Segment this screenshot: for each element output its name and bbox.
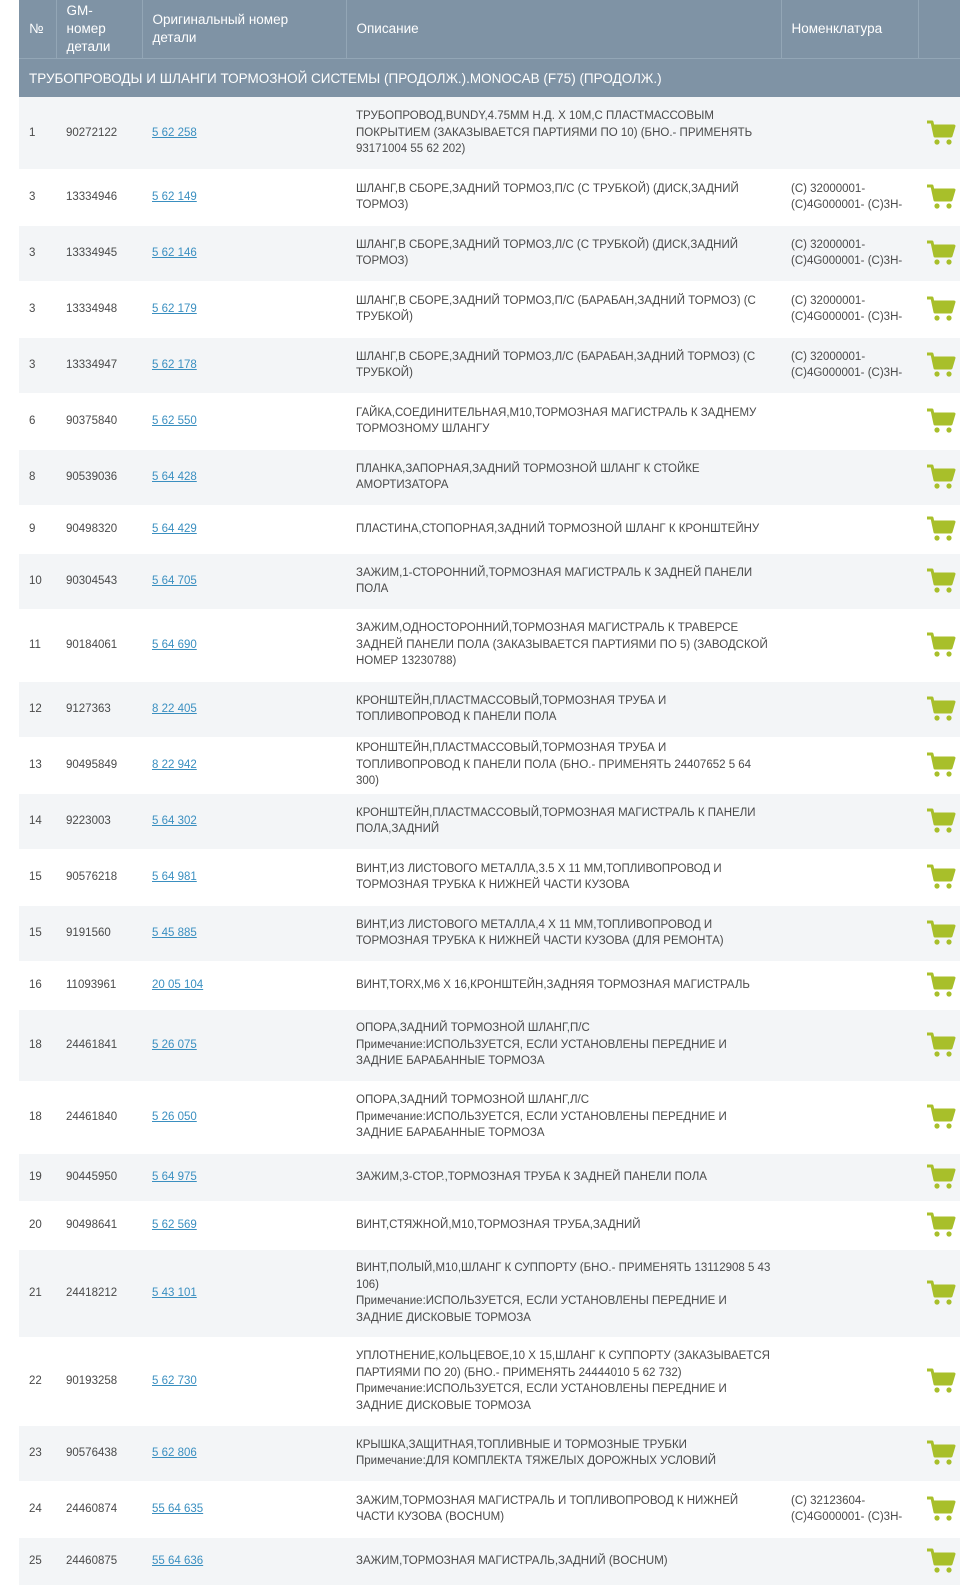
description-text: ЗАЖИМ,ТОРМОЗНАЯ МАГИСТРАЛЬ,ЗАДНИЙ (BOCHUM) <box>356 1554 668 1567</box>
row-number: 13 <box>19 737 56 793</box>
original-number-cell <box>142 849 346 905</box>
original-number-link[interactable]: 5 64 690 <box>152 638 197 651</box>
shopping-cart-icon[interactable] <box>926 632 956 658</box>
shopping-cart-icon[interactable] <box>926 184 956 210</box>
original-number-cell <box>142 97 346 169</box>
original-number-cell <box>142 1009 346 1081</box>
description-cell <box>346 281 781 337</box>
original-number-link[interactable]: 5 64 429 <box>152 522 197 535</box>
row-number: 18 <box>19 1009 56 1081</box>
description-text: УПЛОТНЕНИЕ,КОЛЬЦЕВОЕ,10 X 15,ШЛАНГ К СУППОРТУ (ЗАКАЗЫВАЕТСЯ ПАРТИЯМИ ПО 20) (БНО.- ПРИМЕНЯТЬ 24444010 5 62 732) <box>356 1350 770 1379</box>
description-cell <box>346 793 781 849</box>
description-cell <box>346 1081 781 1153</box>
add-to-cart-button[interactable] <box>918 281 960 337</box>
original-number-link[interactable]: 20 05 104 <box>152 978 204 991</box>
table-row <box>19 793 960 849</box>
header-original-number: Оригинальный номер детали <box>142 0 346 59</box>
shopping-cart-icon[interactable] <box>926 240 956 266</box>
add-to-cart-button[interactable] <box>918 1481 960 1537</box>
row-number: 20 <box>19 1201 56 1249</box>
nomenclature-cell <box>781 1081 918 1153</box>
table-row <box>19 961 960 1009</box>
description-cell <box>346 849 781 905</box>
table-row <box>19 1249 960 1337</box>
shopping-cart-icon[interactable] <box>926 408 956 434</box>
original-number-link[interactable]: 5 62 730 <box>152 1374 197 1387</box>
gm-number: 24418212 <box>56 1249 142 1337</box>
original-number-link[interactable]: 8 22 405 <box>152 702 197 715</box>
original-number-link[interactable]: 5 26 050 <box>152 1110 197 1123</box>
gm-number: 90539036 <box>56 449 142 505</box>
row-number: 6 <box>19 393 56 449</box>
gm-number: 24461841 <box>56 1009 142 1081</box>
nomenclature-cell <box>781 97 918 169</box>
table-row <box>19 1201 960 1249</box>
description-cell <box>346 1481 781 1537</box>
description-text: ВИНТ,ИЗ ЛИСТОВОГО МЕТАЛЛА,4 X 11 ММ,ТОПЛИВОПРОВОД И ТОРМОЗНАЯ ТРУБКА К НИЖНЕЙ ЧАСТИ КУЗОВА (ДЛЯ РЕМОНТА) <box>356 918 724 947</box>
nomenclature-cell <box>781 737 918 793</box>
add-to-cart-button[interactable] <box>918 1201 960 1249</box>
description-text: ПЛАСТИНА,СТОПОРНАЯ,ЗАДНИЙ ТОРМОЗНОЙ ШЛАНГ К КРОНШТЕЙНУ <box>356 522 760 535</box>
nomenclature-cell <box>781 905 918 961</box>
shopping-cart-icon[interactable] <box>926 1280 956 1306</box>
row-number: 21 <box>19 1249 56 1337</box>
row-number: 3 <box>19 337 56 393</box>
original-number-link[interactable]: 5 64 302 <box>152 814 197 827</box>
original-number-cell <box>142 1249 346 1337</box>
nomenclature-cell <box>781 393 918 449</box>
add-to-cart-button[interactable] <box>918 737 960 793</box>
header-description: Описание <box>346 0 781 59</box>
add-to-cart-button[interactable] <box>918 1081 960 1153</box>
description-cell <box>346 1153 781 1201</box>
description-text: ПЛАНКА,ЗАПОРНАЯ,ЗАДНИЙ ТОРМОЗНОЙ ШЛАНГ К СТОЙКЕ АМОРТИЗАТОРА <box>356 462 700 491</box>
original-number-link[interactable]: 5 62 550 <box>152 414 197 427</box>
table-row <box>19 505 960 553</box>
original-number-link[interactable]: 55 64 636 <box>152 1554 204 1567</box>
shopping-cart-icon[interactable] <box>926 352 956 378</box>
add-to-cart-button[interactable] <box>918 849 960 905</box>
row-number: 19 <box>19 1153 56 1201</box>
table-row <box>19 1081 960 1153</box>
add-to-cart-button[interactable] <box>918 609 960 681</box>
row-number: 16 <box>19 961 56 1009</box>
row-number: 12 <box>19 681 56 737</box>
description-text: КРОНШТЕЙН,ПЛАСТМАССОВЫЙ,ТОРМОЗНАЯ ТРУБА И ТОПЛИВОПРОВОД К ПАНЕЛИ ПОЛА <box>356 694 667 723</box>
gm-number: 24460874 <box>56 1481 142 1537</box>
description-text: ЗАЖИМ,1-СТОРОННИЙ,ТОРМОЗНАЯ МАГИСТРАЛЬ К ЗАДНЕЙ ПАНЕЛИ ПОЛА <box>356 566 753 595</box>
original-number-cell <box>142 169 346 225</box>
nomenclature-cell <box>781 609 918 681</box>
table-row <box>19 553 960 609</box>
row-number: 3 <box>19 225 56 281</box>
row-number: 22 <box>19 1337 56 1425</box>
shopping-cart-icon[interactable] <box>926 1368 956 1394</box>
gm-number: 90272122 <box>56 97 142 169</box>
table-row <box>19 281 960 337</box>
shopping-cart-icon[interactable] <box>926 1440 956 1466</box>
original-number-link[interactable]: 5 64 975 <box>152 1170 197 1183</box>
shopping-cart-icon[interactable] <box>926 1032 956 1058</box>
original-number-cell <box>142 681 346 737</box>
gm-number: 13334947 <box>56 337 142 393</box>
table-row <box>19 393 960 449</box>
original-number-link[interactable]: 5 43 101 <box>152 1286 197 1299</box>
add-to-cart-button[interactable] <box>918 1249 960 1337</box>
gm-number: 90495849 <box>56 737 142 793</box>
description-cell <box>346 225 781 281</box>
original-number-cell <box>142 337 346 393</box>
gm-number: 90576218 <box>56 849 142 905</box>
original-number-link[interactable]: 5 62 179 <box>152 302 197 315</box>
description-text: КРОНШТЕЙН,ПЛАСТМАССОВЫЙ,ТОРМОЗНАЯ ТРУБА И ТОПЛИВОПРОВОД К ПАНЕЛИ ПОЛА (БНО.- ПРИМЕНЯТЬ 24407652 5 64 300) <box>356 742 752 788</box>
add-to-cart-button[interactable] <box>918 393 960 449</box>
gm-number: 90304543 <box>56 553 142 609</box>
gm-number: 13334945 <box>56 225 142 281</box>
row-number: 25 <box>19 1537 56 1585</box>
table-row <box>19 681 960 737</box>
description-text: ШЛАНГ,В СБОРЕ,ЗАДНИЙ ТОРМОЗ,П/С (БАРАБАН,ЗАДНИЙ ТОРМОЗ) (С ТРУБКОЙ) <box>356 294 756 323</box>
row-number: 3 <box>19 281 56 337</box>
row-number: 24 <box>19 1481 56 1537</box>
original-number-cell <box>142 505 346 553</box>
description-cell <box>346 169 781 225</box>
gm-number: 90576438 <box>56 1425 142 1481</box>
description-text: ВИНТ,TORX,M6 X 16,КРОНШТЕЙН,ЗАДНЯЯ ТОРМОЗНАЯ МАГИСТРАЛЬ <box>356 978 750 991</box>
description-text: ОПОРА,ЗАДНИЙ ТОРМОЗНОЙ ШЛАНГ,Л/С <box>356 1094 590 1107</box>
original-number-cell <box>142 1201 346 1249</box>
header-gm-number: GM-номер детали <box>56 0 142 59</box>
description-text: ВИНТ,ИЗ ЛИСТОВОГО МЕТАЛЛА,3.5 X 11 ММ,ТОПЛИВОПРОВОД И ТОРМОЗНАЯ ТРУБКА К НИЖНЕЙ ЧАСТИ КУЗОВА <box>356 862 722 891</box>
description-cell <box>346 337 781 393</box>
shopping-cart-icon[interactable] <box>926 920 956 946</box>
description-note: Примечание:ИСПОЛЬЗУЕТСЯ, ЕСЛИ УСТАНОВЛЕНЫ ПЕРЕДНИЕ И ЗАДНИЕ БАРАБАННЫЕ ТОРМОЗА <box>356 1110 727 1140</box>
row-number: 1 <box>19 97 56 169</box>
nomenclature-cell <box>781 1337 918 1425</box>
description-note: Примечание:ИСПОЛЬЗУЕТСЯ, ЕСЛИ УСТАНОВЛЕНЫ ПЕРЕДНИЕ И ЗАДНИЕ ДИСКОВЫЕ ТОРМОЗА <box>356 1383 727 1412</box>
nomenclature-cell <box>781 1537 918 1585</box>
row-number: 18 <box>19 1081 56 1153</box>
description-text: ЗАЖИМ,ТОРМОЗНАЯ МАГИСТРАЛЬ И ТОПЛИВОПРОВОД К НИЖНЕЙ ЧАСТИ КУЗОВА (BOCHUM) <box>356 1494 739 1523</box>
row-number: 9 <box>19 505 56 553</box>
description-text: ШЛАНГ,В СБОРЕ,ЗАДНИЙ ТОРМОЗ,П/С (С ТРУБКОЙ) (ДИСК,ЗАДНИЙ ТОРМОЗ) <box>356 182 739 211</box>
add-to-cart-button[interactable] <box>918 505 960 553</box>
shopping-cart-icon[interactable] <box>926 568 956 594</box>
add-to-cart-button[interactable] <box>918 553 960 609</box>
description-text: КРОНШТЕЙН,ПЛАСТМАССОВЫЙ,ТОРМОЗНАЯ МАГИСТРАЛЬ К ПАНЕЛИ ПОЛА,ЗАДНИЙ <box>356 806 756 835</box>
nomenclature-cell: (C) 32000001- (C)4G000001- (C)3H- <box>781 281 918 337</box>
gm-number: 90498641 <box>56 1201 142 1249</box>
description-cell <box>346 1201 781 1249</box>
original-number-cell <box>142 1425 346 1481</box>
original-number-link[interactable]: 8 22 942 <box>152 758 197 771</box>
original-number-cell <box>142 905 346 961</box>
description-cell <box>346 449 781 505</box>
original-number-cell <box>142 737 346 793</box>
add-to-cart-button[interactable] <box>918 793 960 849</box>
add-to-cart-button[interactable] <box>918 97 960 169</box>
table-row <box>19 169 960 225</box>
shopping-cart-icon[interactable] <box>926 972 956 998</box>
description-text: ОПОРА,ЗАДНИЙ ТОРМОЗНОЙ ШЛАНГ,П/С <box>356 1022 590 1035</box>
nomenclature-cell <box>781 1425 918 1481</box>
description-text: ШЛАНГ,В СБОРЕ,ЗАДНИЙ ТОРМОЗ,Л/С (БАРАБАН,ЗАДНИЙ ТОРМОЗ) (С ТРУБКОЙ) <box>356 350 756 379</box>
nomenclature-cell <box>781 553 918 609</box>
gm-number: 9223003 <box>56 793 142 849</box>
nomenclature-cell <box>781 793 918 849</box>
shopping-cart-icon[interactable] <box>926 1212 956 1238</box>
row-number: 14 <box>19 793 56 849</box>
original-number-cell <box>142 281 346 337</box>
description-cell <box>346 905 781 961</box>
table-row <box>19 1009 960 1081</box>
row-number: 8 <box>19 449 56 505</box>
table-row <box>19 1425 960 1481</box>
section-title: ТРУБОПРОВОДЫ И ШЛАНГИ ТОРМОЗНОЙ СИСТЕМЫ (ПРОДОЛЖ.).MONOCAB (F75) (ПРОДОЛЖ.) <box>19 59 960 98</box>
table-header <box>19 0 960 97</box>
add-to-cart-button[interactable] <box>918 225 960 281</box>
row-number: 3 <box>19 169 56 225</box>
add-to-cart-button[interactable] <box>918 1009 960 1081</box>
description-note: Примечание:ИСПОЛЬЗУЕТСЯ, ЕСЛИ УСТАНОВЛЕНЫ ПЕРЕДНИЕ И ЗАДНИЕ БАРАБАННЫЕ ТОРМОЗА <box>356 1038 727 1068</box>
description-cell <box>346 609 781 681</box>
parts-table <box>19 0 960 1586</box>
table-row <box>19 1153 960 1201</box>
original-number-link[interactable]: 5 64 981 <box>152 870 197 883</box>
description-note: Примечание:ИСПОЛЬЗУЕТСЯ, ЕСЛИ УСТАНОВЛЕНЫ ПЕРЕДНИЕ И ЗАДНИЕ ДИСКОВЫЕ ТОРМОЗА <box>356 1295 727 1324</box>
gm-number: 24460875 <box>56 1537 142 1585</box>
nomenclature-cell: (C) 32000001- (C)4G000001- (C)3H- <box>781 337 918 393</box>
header-cart <box>918 0 960 59</box>
original-number-cell <box>142 1337 346 1425</box>
original-number-link[interactable]: 5 64 428 <box>152 470 197 483</box>
original-number-cell <box>142 553 346 609</box>
gm-number: 90193258 <box>56 1337 142 1425</box>
header-nomenclature: Номенклатура <box>781 0 918 59</box>
nomenclature-cell <box>781 505 918 553</box>
nomenclature-cell <box>781 1009 918 1081</box>
shopping-cart-icon[interactable] <box>926 864 956 890</box>
row-number: 10 <box>19 553 56 609</box>
nomenclature-cell <box>781 961 918 1009</box>
add-to-cart-button[interactable] <box>918 1537 960 1585</box>
description-cell <box>346 1249 781 1337</box>
gm-number: 24461840 <box>56 1081 142 1153</box>
add-to-cart-button[interactable] <box>918 1153 960 1201</box>
gm-number: 90184061 <box>56 609 142 681</box>
original-number-cell <box>142 1481 346 1537</box>
description-cell <box>346 1425 781 1481</box>
shopping-cart-icon[interactable] <box>926 752 956 778</box>
description-cell <box>346 553 781 609</box>
add-to-cart-button[interactable] <box>918 1425 960 1481</box>
gm-number: 11093961 <box>56 961 142 1009</box>
original-number-cell <box>142 393 346 449</box>
add-to-cart-button[interactable] <box>918 961 960 1009</box>
nomenclature-cell <box>781 1153 918 1201</box>
original-number-link[interactable]: 5 62 178 <box>152 358 197 371</box>
description-cell <box>346 1337 781 1425</box>
original-number-cell <box>142 961 346 1009</box>
nomenclature-cell <box>781 849 918 905</box>
description-text: ЗАЖИМ,3-СТОР.,ТОРМОЗНАЯ ТРУБА К ЗАДНЕЙ ПАНЕЛИ ПОЛА <box>356 1170 707 1183</box>
shopping-cart-icon[interactable] <box>926 120 956 146</box>
description-text: КРЫШКА,ЗАЩИТНАЯ,ТОПЛИВНЫЕ И ТОРМОЗНЫЕ ТРУБКИ <box>356 1438 687 1451</box>
shopping-cart-icon[interactable] <box>926 696 956 722</box>
nomenclature-cell: (C) 32123604- (C)4G000001- (C)3H- <box>781 1481 918 1537</box>
table-row <box>19 1337 960 1425</box>
description-cell <box>346 681 781 737</box>
description-text: ГАЙКА,СОЕДИНИТЕЛЬНАЯ,M10,ТОРМОЗНАЯ МАГИСТРАЛЬ К ЗАДНЕМУ ТОРМОЗНОМУ ШЛАНГУ <box>356 406 757 435</box>
original-number-cell <box>142 449 346 505</box>
description-cell <box>346 961 781 1009</box>
table-row <box>19 1537 960 1585</box>
original-number-link[interactable]: 55 64 635 <box>152 1502 204 1515</box>
table-row <box>19 449 960 505</box>
description-text: ТРУБОПРОВОД,BUNDY,4.75ММ Н.Д. X 10М,С ПЛАСТМАССОВЫМ ПОКРЫТИЕМ (ЗАКАЗЫВАЕТСЯ ПАРТИЯМИ ПО 10) (БНО.- ПРИМЕНЯТЬ 93171004 55 62 202) <box>356 110 753 155</box>
gm-number: 13334946 <box>56 169 142 225</box>
table-row <box>19 97 960 169</box>
description-cell <box>346 505 781 553</box>
original-number-cell <box>142 1081 346 1153</box>
original-number-link[interactable]: 5 64 705 <box>152 574 197 587</box>
table-row <box>19 609 960 681</box>
nomenclature-cell <box>781 1201 918 1249</box>
gm-number: 90445950 <box>56 1153 142 1201</box>
description-text: ЗАЖИМ,ОДНОСТОРОННИЙ,ТОРМОЗНАЯ МАГИСТРАЛЬ К ТРАВЕРСЕ ЗАДНЕЙ ПАНЕЛИ ПОЛА (ЗАКАЗЫВАЕТСЯ ПАРТИЯМИ ПО 5) (ЗАВОДСКОЙ НОМЕР 13230788) <box>356 622 768 668</box>
description-cell <box>346 1009 781 1081</box>
table-row <box>19 737 960 793</box>
description-cell <box>346 97 781 169</box>
table-row <box>19 905 960 961</box>
header-num: № <box>19 0 56 59</box>
description-cell <box>346 393 781 449</box>
row-number: 11 <box>19 609 56 681</box>
add-to-cart-button[interactable] <box>918 1337 960 1425</box>
shopping-cart-icon[interactable] <box>926 1496 956 1522</box>
original-number-cell <box>142 609 346 681</box>
original-number-cell <box>142 1537 346 1585</box>
table-row <box>19 337 960 393</box>
description-text: ШЛАНГ,В СБОРЕ,ЗАДНИЙ ТОРМОЗ,Л/С (С ТРУБКОЙ) (ДИСК,ЗАДНИЙ ТОРМОЗ) <box>356 238 739 267</box>
description-cell <box>346 737 781 793</box>
row-number: 23 <box>19 1425 56 1481</box>
table-row <box>19 849 960 905</box>
gm-number: 9191560 <box>56 905 142 961</box>
gm-number: 13334948 <box>56 281 142 337</box>
shopping-cart-icon[interactable] <box>926 1104 956 1130</box>
add-to-cart-button[interactable] <box>918 681 960 737</box>
nomenclature-cell: (C) 32000001- (C)4G000001- (C)3H- <box>781 225 918 281</box>
nomenclature-cell <box>781 449 918 505</box>
description-cell <box>346 1537 781 1585</box>
original-number-cell <box>142 225 346 281</box>
table-row <box>19 225 960 281</box>
nomenclature-cell <box>781 681 918 737</box>
original-number-link[interactable]: 5 62 806 <box>152 1446 197 1459</box>
original-number-cell <box>142 793 346 849</box>
shopping-cart-icon[interactable] <box>926 1164 956 1190</box>
original-number-link[interactable]: 5 62 569 <box>152 1218 197 1231</box>
table-body <box>19 97 960 1585</box>
add-to-cart-button[interactable] <box>918 169 960 225</box>
row-number: 15 <box>19 905 56 961</box>
add-to-cart-button[interactable] <box>918 449 960 505</box>
description-text: ВИНТ,СТЯЖНОЙ,M10,ТОРМОЗНАЯ ТРУБА,ЗАДНИЙ <box>356 1218 641 1231</box>
description-text: ВИНТ,ПОЛЫЙ,M10,ШЛАНГ К СУППОРТУ (БНО.- ПРИМЕНЯТЬ 13112908 5 43 106) <box>356 1262 771 1291</box>
shopping-cart-icon[interactable] <box>926 1548 956 1574</box>
row-number: 15 <box>19 849 56 905</box>
shopping-cart-icon[interactable] <box>926 296 956 322</box>
add-to-cart-button[interactable] <box>918 905 960 961</box>
parts-table-container <box>19 0 960 1586</box>
original-number-link[interactable]: 5 62 258 <box>152 126 197 139</box>
original-number-link[interactable]: 5 45 885 <box>152 926 197 939</box>
description-note: Примечание:ДЛЯ КОМПЛЕКТА ТЯЖЕЛЫХ ДОРОЖНЫХ УСЛОВИЙ <box>356 1455 717 1467</box>
original-number-cell <box>142 1153 346 1201</box>
table-row <box>19 1481 960 1537</box>
original-number-link[interactable]: 5 62 149 <box>152 190 197 203</box>
gm-number: 9127363 <box>56 681 142 737</box>
original-number-link[interactable]: 5 62 146 <box>152 246 197 259</box>
shopping-cart-icon[interactable] <box>926 516 956 542</box>
nomenclature-cell <box>781 1249 918 1337</box>
nomenclature-cell: (C) 32000001- (C)4G000001- (C)3H- <box>781 169 918 225</box>
gm-number: 90375840 <box>56 393 142 449</box>
original-number-link[interactable]: 5 26 075 <box>152 1038 197 1051</box>
shopping-cart-icon[interactable] <box>926 464 956 490</box>
shopping-cart-icon[interactable] <box>926 808 956 834</box>
add-to-cart-button[interactable] <box>918 337 960 393</box>
gm-number: 90498320 <box>56 505 142 553</box>
